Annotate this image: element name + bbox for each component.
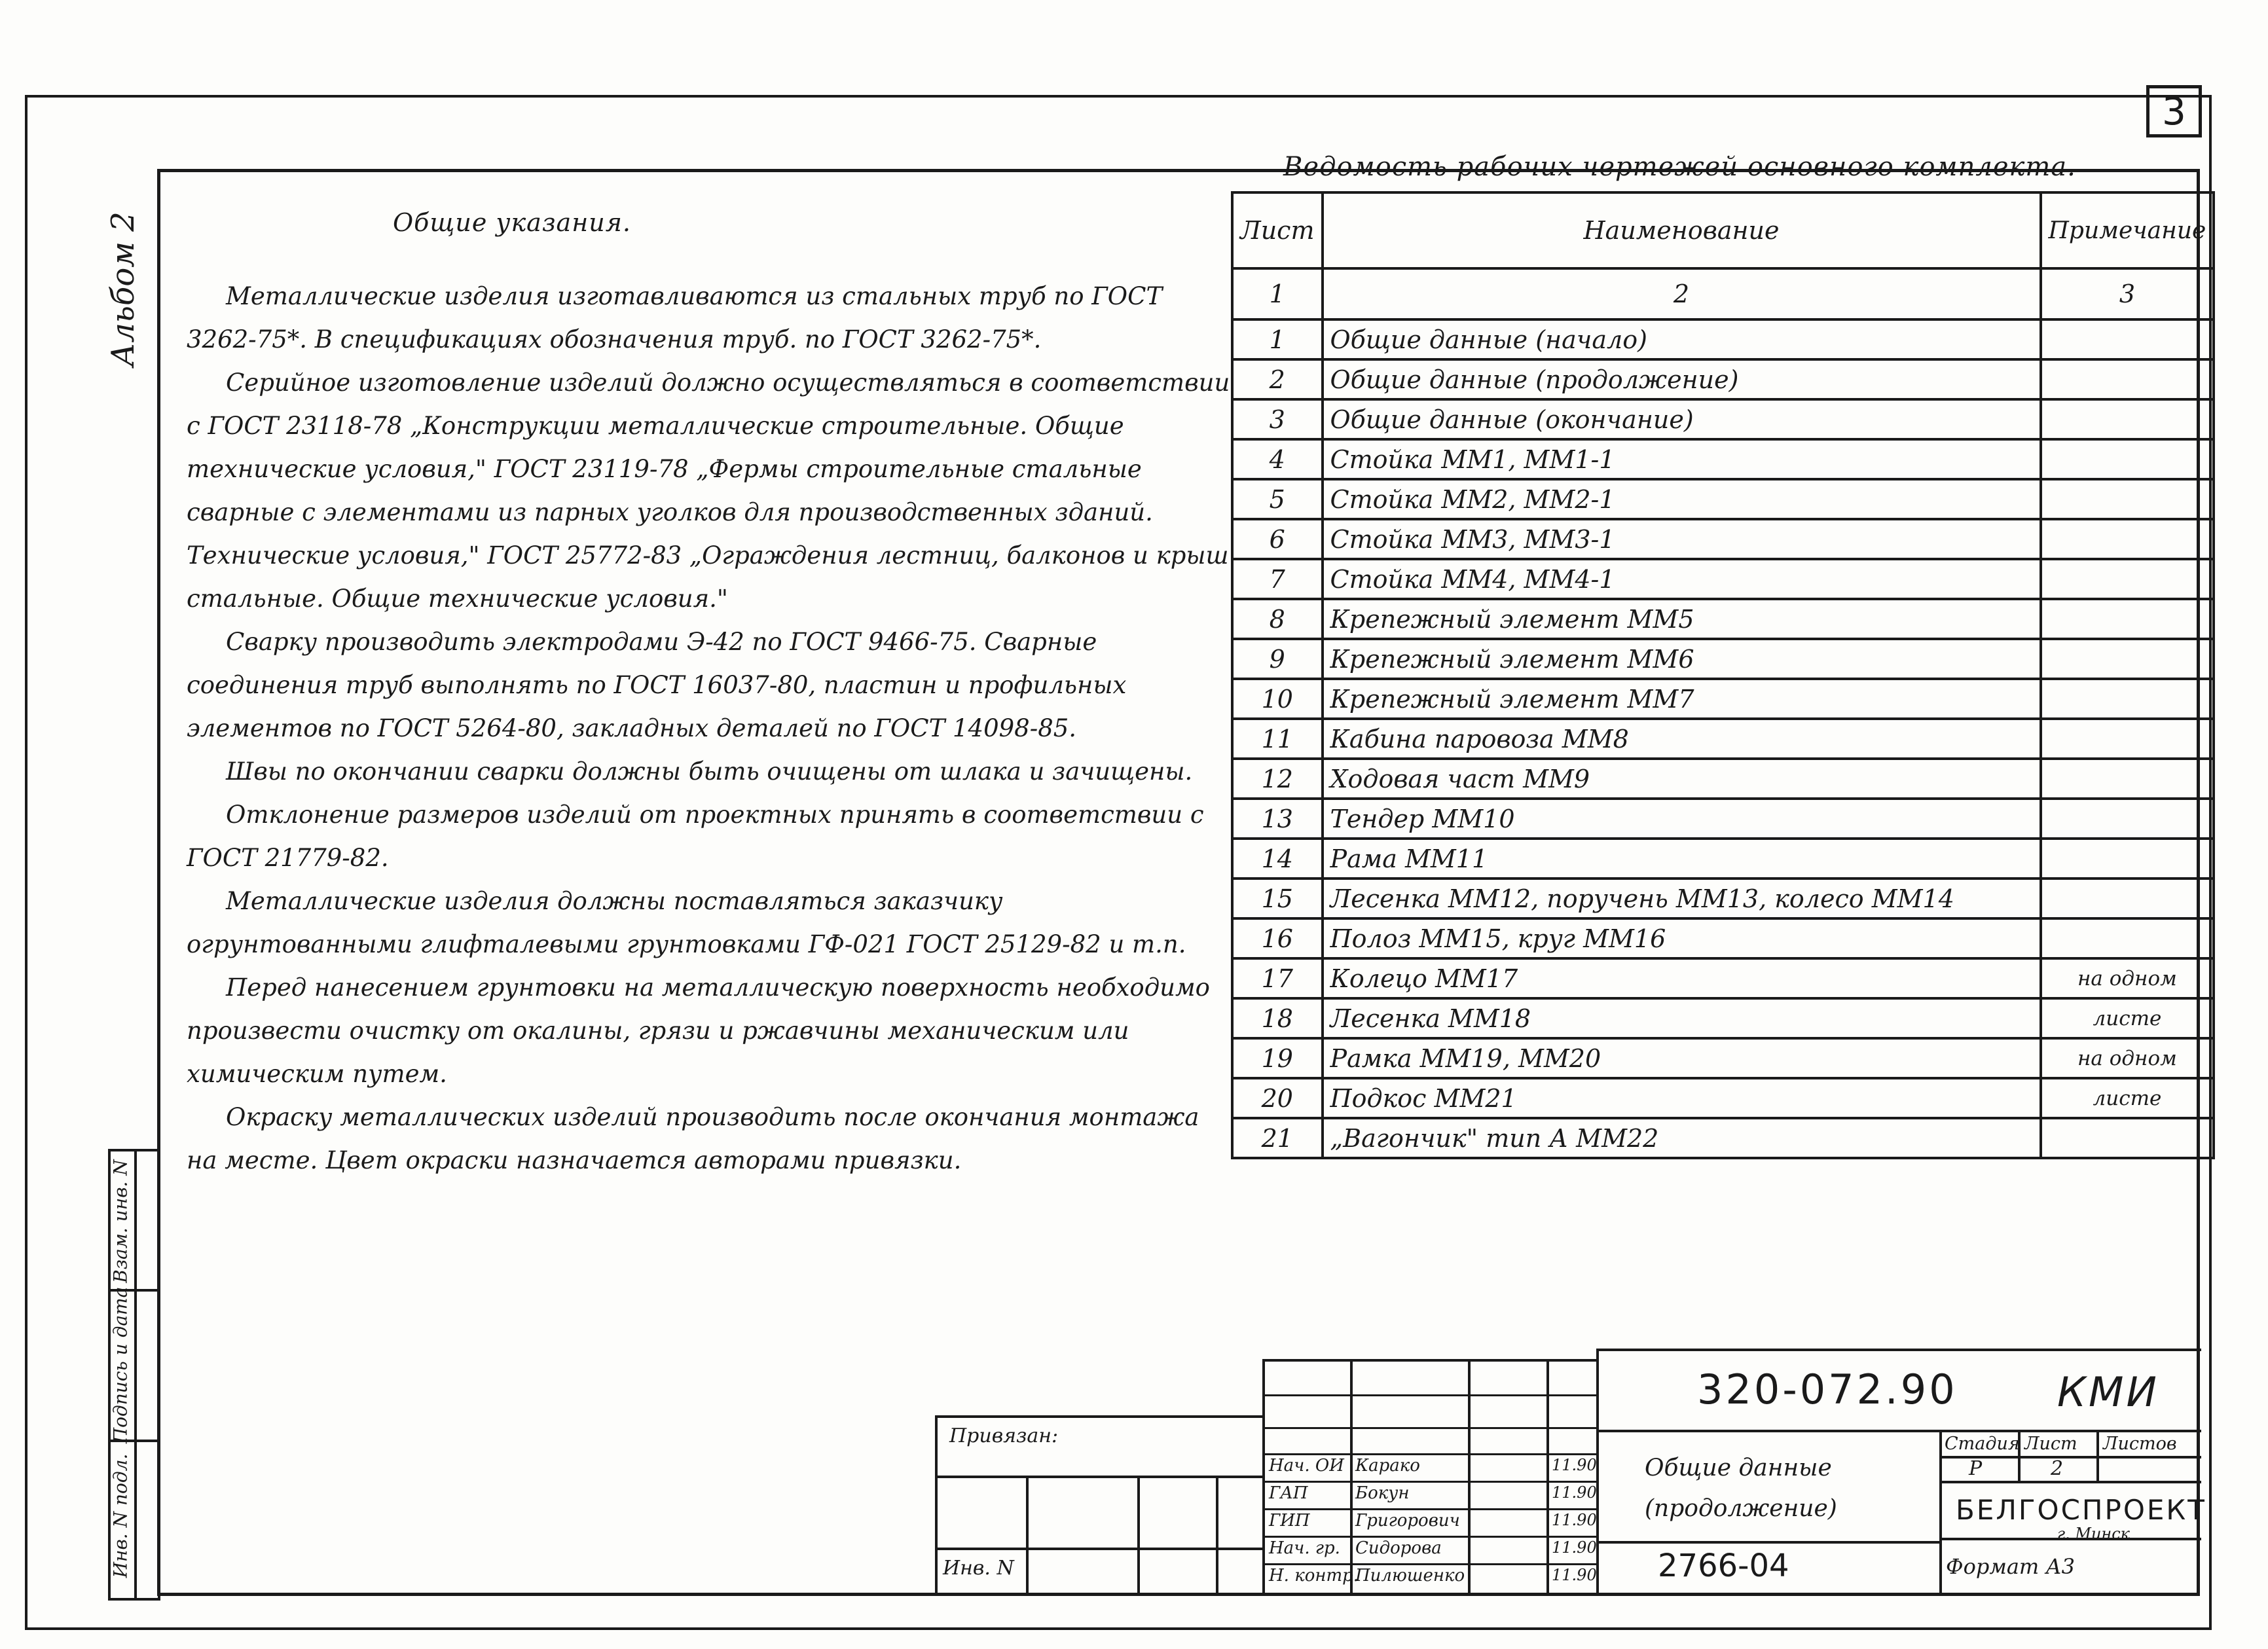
cell-sheet: 20 xyxy=(1232,1078,1323,1118)
side-label-signature: Подпись и дата xyxy=(109,1286,132,1444)
header-name: Наименование xyxy=(1323,192,2041,268)
note-paragraph: Серийное изготовление изделий должно осуществляться в соответствии с ГОСТ 23118-78 „Конструкции металлические строительные. Общие технические условия," ГОСТ 23119-78 „Фермы строительные стальные сварные с элементами из парных уголков для производственных зданий. Технические условия," ГОСТ 25772-83 „Ограждения лестниц, балконов и крыш стальные. Общие технические условия." xyxy=(187,369,1230,613)
cell-name: Крепежный элемент ММ7 xyxy=(1323,679,2041,719)
cell-name: Общие данные (окончание) xyxy=(1323,399,2041,439)
table-row xyxy=(1232,639,2214,679)
title-block-main xyxy=(1596,1349,2206,1593)
cell-note xyxy=(2041,879,2214,918)
cell-name: Крепежный элемент ММ5 xyxy=(1323,599,2041,639)
table-row xyxy=(1232,1038,2214,1078)
cell-sheet: 17 xyxy=(1232,958,1323,998)
side-stamp-strip xyxy=(108,1149,160,1601)
cell-sheet: 8 xyxy=(1232,599,1323,639)
cell-note xyxy=(2041,359,2214,399)
table-row xyxy=(1232,479,2214,519)
signature-name: Пилюшенко xyxy=(1355,1566,1465,1586)
cell-name: Лесенка ММ18 xyxy=(1323,998,2041,1038)
note-paragraph: Металлические изделия должны поставляться заказчику огрунтованными глифталевыми грунтовками ГФ-021 ГОСТ 25129-82 и т.п. xyxy=(187,887,1186,958)
table-row xyxy=(1232,879,2214,918)
cell-name: Полоз ММ15, круг ММ16 xyxy=(1323,918,2041,958)
document-mark: КМИ xyxy=(2057,1368,2159,1416)
drawings-list-title: Ведомость рабочих чертежей основного комплекта. xyxy=(1283,152,2076,182)
note-paragraph: Отклонение размеров изделий от проектных принять в соответствии с ГОСТ 21779-82. xyxy=(187,801,1204,872)
sheets-label: Листов xyxy=(2103,1434,2177,1454)
signature-name: Карако xyxy=(1355,1456,1420,1476)
signature-date: 11.90 xyxy=(1552,1483,1597,1502)
cell-name: Стойка ММ3, ММ3-1 xyxy=(1323,519,2041,559)
notes-body xyxy=(187,275,1234,1182)
table-header-row xyxy=(1232,192,2214,268)
signature-role: ГАП xyxy=(1269,1483,1308,1503)
drawings-list-table xyxy=(1231,191,2215,1159)
table-row xyxy=(1232,719,2214,759)
cell-note xyxy=(2041,679,2214,719)
cell-note xyxy=(2041,319,2214,359)
signature-date: 11.90 xyxy=(1552,1511,1597,1529)
cell-sheet: 14 xyxy=(1232,839,1323,879)
cell-name: Ходовая част ММ9 xyxy=(1323,759,2041,799)
cell-sheet: 11 xyxy=(1232,719,1323,759)
sheet-label: Лист xyxy=(2024,1434,2077,1454)
organization-name: БЕЛГОСПРОЕКТ xyxy=(1956,1494,2206,1526)
table-row xyxy=(1232,1078,2214,1118)
table-row xyxy=(1232,439,2214,479)
cell-note xyxy=(2041,559,2214,599)
cell-note: на одном xyxy=(2041,1038,2214,1078)
cell-note xyxy=(2041,519,2214,559)
cell-sheet: 16 xyxy=(1232,918,1323,958)
cell-sheet: 15 xyxy=(1232,879,1323,918)
cell-name: Стойка ММ1, ММ1-1 xyxy=(1323,439,2041,479)
table-row xyxy=(1232,599,2214,639)
note-paragraph: Швы по окончании сварки должны быть очищены от шлака и зачищены. xyxy=(226,757,1193,786)
signature-date: 11.90 xyxy=(1552,1566,1597,1584)
cell-name: Кабина паровоза ММ8 xyxy=(1323,719,2041,759)
note-paragraph: Металлические изделия изготавливаются из стальных труб по ГОСТ 3262-75*. В спецификациях обозначения труб. по ГОСТ 3262-75*. xyxy=(187,282,1163,353)
cell-sheet: 13 xyxy=(1232,799,1323,839)
tied-to-label: Привязан: xyxy=(949,1424,1059,1447)
note-paragraph: Окраску металлических изделий производить после окончания монтажа на месте. Цвет окраски назначается авторами привязки. xyxy=(187,1103,1199,1174)
cell-name: Стойка ММ2, ММ2-1 xyxy=(1323,479,2041,519)
cell-note xyxy=(2041,759,2214,799)
signature-role: Нач. ОИ xyxy=(1269,1456,1344,1476)
cell-sheet: 3 xyxy=(1232,399,1323,439)
stage-label: Стадия xyxy=(1945,1434,2020,1454)
table-row xyxy=(1232,319,2214,359)
cell-name: Рамка ММ19, ММ20 xyxy=(1323,1038,2041,1078)
cell-note xyxy=(2041,839,2214,879)
signature-name: Сидорова xyxy=(1355,1538,1442,1558)
header-note: Примечание xyxy=(2041,192,2214,268)
table-row xyxy=(1232,918,2214,958)
cell-note xyxy=(2041,799,2214,839)
table-row xyxy=(1232,519,2214,559)
cell-note xyxy=(2041,479,2214,519)
cell-sheet: 18 xyxy=(1232,998,1323,1038)
sheet-value: 2 xyxy=(2051,1457,2064,1480)
table-row xyxy=(1232,799,2214,839)
sheet-title-line1: Общие данные xyxy=(1645,1455,1832,1481)
index-note: 3 xyxy=(2041,268,2214,319)
cell-name: Рама ММ11 xyxy=(1323,839,2041,879)
cell-name: Общие данные (начало) xyxy=(1323,319,2041,359)
cell-note xyxy=(2041,439,2214,479)
archive-number: 2766-04 xyxy=(1658,1548,1789,1584)
cell-note xyxy=(2041,719,2214,759)
organization-city: г. Минск xyxy=(2057,1525,2130,1543)
note-paragraph: Сварку производить электродами Э-42 по ГОСТ 9466-75. Сварные соединения труб выполнять по ГОСТ 16037-80, пластин и профильных элементов по ГОСТ 5264-80, закладных деталей по ГОСТ 14098-85. xyxy=(187,628,1127,742)
cell-sheet: 9 xyxy=(1232,639,1323,679)
cell-sheet: 12 xyxy=(1232,759,1323,799)
sheet-number: 3 xyxy=(2146,85,2202,137)
cell-note xyxy=(2041,1118,2214,1158)
signature-role: Нач. гр. xyxy=(1269,1538,1340,1558)
cell-note xyxy=(2041,399,2214,439)
cell-sheet: 7 xyxy=(1232,559,1323,599)
table-row xyxy=(1232,759,2214,799)
tied-to-block xyxy=(935,1415,1265,1593)
table-index-row xyxy=(1232,268,2214,319)
cell-sheet: 2 xyxy=(1232,359,1323,399)
cell-name: Подкос ММ21 xyxy=(1323,1078,2041,1118)
sheet-format: Формат А3 xyxy=(1946,1554,2076,1579)
cell-sheet: 5 xyxy=(1232,479,1323,519)
signature-grid xyxy=(1262,1359,1599,1593)
table-row xyxy=(1232,958,2214,998)
table-row xyxy=(1232,1118,2214,1158)
cell-note: листе xyxy=(2041,1078,2214,1118)
signature-role: Н. контр. xyxy=(1269,1566,1359,1586)
sheet-title-line2: (продолжение) xyxy=(1645,1495,1837,1522)
cell-name: „Вагончик" тип А ММ22 xyxy=(1323,1118,2041,1158)
cell-name: Колецо ММ17 xyxy=(1323,958,2041,998)
cell-note xyxy=(2041,639,2214,679)
cell-sheet: 21 xyxy=(1232,1118,1323,1158)
table-row xyxy=(1232,679,2214,719)
cell-name: Тендер ММ10 xyxy=(1323,799,2041,839)
table-row xyxy=(1232,399,2214,439)
side-label-inventory: Инв. N подл. xyxy=(109,1453,132,1578)
index-name: 2 xyxy=(1323,268,2041,319)
cell-name: Стойка ММ4, ММ4-1 xyxy=(1323,559,2041,599)
signature-date: 11.90 xyxy=(1552,1456,1597,1474)
inventory-label: Инв. N xyxy=(943,1557,1014,1580)
cell-sheet: 6 xyxy=(1232,519,1323,559)
album-label: Альбом 2 xyxy=(105,211,141,367)
cell-note xyxy=(2041,599,2214,639)
stage-value: Р xyxy=(1969,1457,1983,1480)
cell-sheet: 1 xyxy=(1232,319,1323,359)
cell-note: на одном xyxy=(2041,958,2214,998)
notes-title: Общие указания. xyxy=(393,208,631,237)
table-row xyxy=(1232,359,2214,399)
cell-sheet: 4 xyxy=(1232,439,1323,479)
cell-name: Общие данные (продолжение) xyxy=(1323,359,2041,399)
table-row xyxy=(1232,559,2214,599)
table-row xyxy=(1232,839,2214,879)
document-code: 320-072.90 xyxy=(1697,1366,1958,1413)
cell-name: Крепежный элемент ММ6 xyxy=(1323,639,2041,679)
signature-date: 11.90 xyxy=(1552,1538,1597,1557)
cell-sheet: 19 xyxy=(1232,1038,1323,1078)
cell-sheet: 10 xyxy=(1232,679,1323,719)
cell-note: листе xyxy=(2041,998,2214,1038)
signature-name: Бокун xyxy=(1355,1483,1410,1503)
note-paragraph: Перед нанесением грунтовки на металлическую поверхность необходимо произвести очистку от окалины, грязи и ржавчины механическим или химическим путем. xyxy=(187,973,1210,1088)
signature-name: Григорович xyxy=(1355,1511,1460,1531)
table-row xyxy=(1232,998,2214,1038)
index-sheet: 1 xyxy=(1232,268,1323,319)
header-sheet: Лист xyxy=(1232,192,1323,268)
cell-name: Лесенка ММ12, поручень ММ13, колесо ММ14 xyxy=(1323,879,2041,918)
cell-note xyxy=(2041,918,2214,958)
signature-role: ГИП xyxy=(1269,1511,1310,1531)
side-label-replaces: Взам. инв. N xyxy=(109,1159,132,1283)
